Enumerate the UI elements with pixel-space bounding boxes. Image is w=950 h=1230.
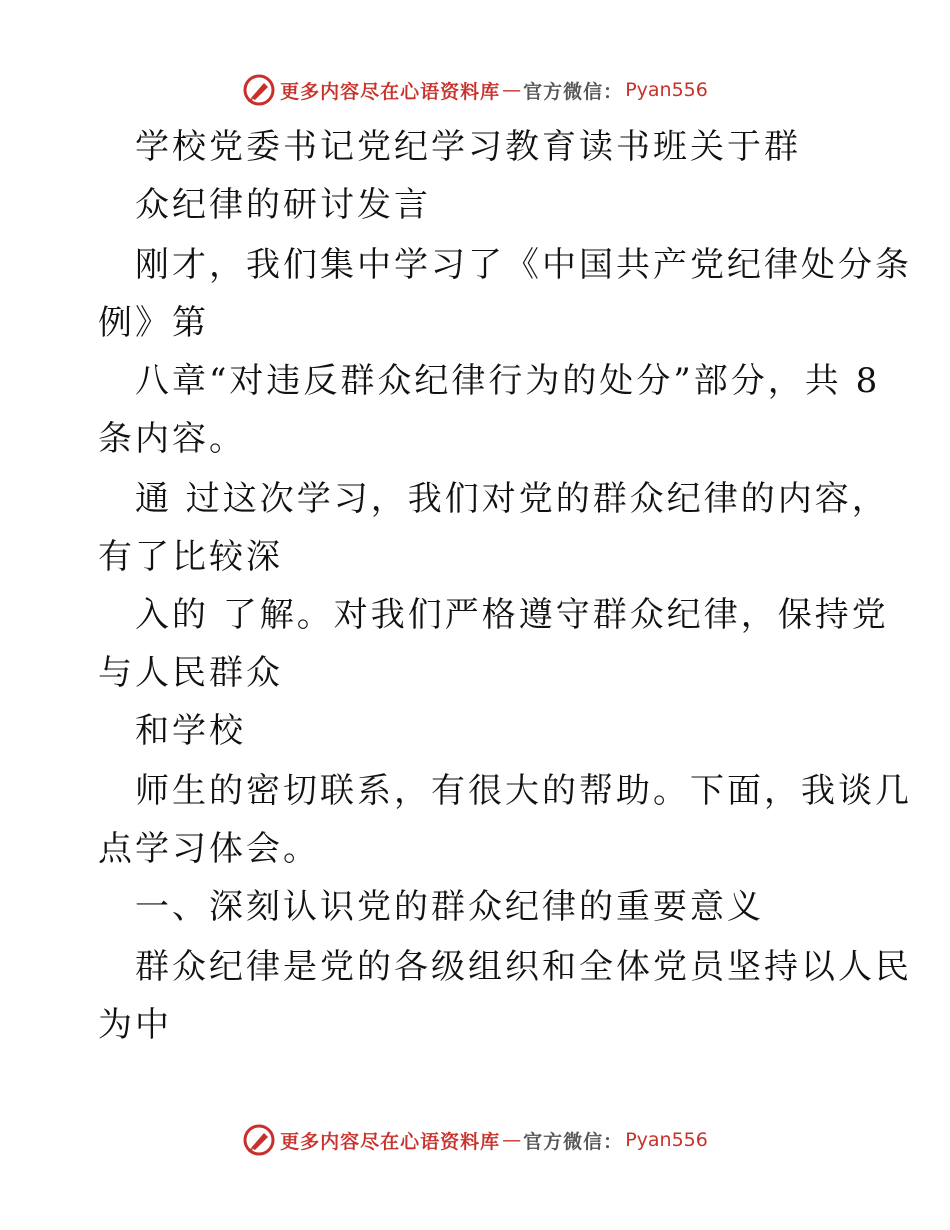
- pen-nib-logo-icon: [242, 73, 276, 107]
- paragraph-line: 条内容。: [98, 419, 246, 459]
- pen-nib-logo-icon: [242, 1123, 276, 1157]
- paragraph-line: 和学校: [135, 711, 246, 751]
- watermark-footer: [0, 1120, 950, 1160]
- doc-title-line-1: 学校党委书记党纪学习教育读书班关于群: [135, 127, 801, 167]
- watermark-label: 官方微信：: [523, 1130, 624, 1153]
- paragraph-line: 入的 了解。对我们严格遵守群众纪律，保持党: [135, 595, 889, 635]
- doc-title-line-2: 众纪律的研讨发言: [135, 185, 431, 225]
- paragraph-line: 八章“对违反群众纪律行为的处分”部分，共 8: [135, 361, 881, 401]
- watermark-label: 官方微信：: [523, 80, 624, 103]
- paragraph-line: 群众纪律是党的各级组织和全体党员坚持以人民: [135, 947, 912, 987]
- paragraph-line: 有了比较深: [98, 537, 283, 577]
- watermark-id: Pyan556: [625, 1129, 708, 1151]
- paragraph-line: 例》第: [98, 303, 209, 343]
- section-heading: 一、深刻认识党的群众纪律的重要意义: [135, 887, 764, 927]
- watermark-id: Pyan556: [625, 79, 708, 101]
- watermark-dash: —: [502, 79, 522, 101]
- paragraph-line: 刚才，我们集中学习了《中国共产党纪律处分条: [135, 245, 912, 285]
- watermark-header: [0, 70, 950, 110]
- watermark-dash: —: [502, 1129, 522, 1151]
- paragraph-line: 为中: [98, 1005, 172, 1045]
- paragraph-line: 通 过这次学习，我们对党的群众纪律的内容，: [135, 479, 889, 519]
- paragraph-line: 点学习体会。: [98, 829, 320, 869]
- watermark-brand-text: 更多内容尽在心语资料库: [280, 1130, 501, 1153]
- paragraph-line: 师生的密切联系，有很大的帮助。下面，我谈几: [135, 771, 912, 811]
- paragraph-line: 与人民群众: [98, 653, 283, 693]
- watermark-brand-text: 更多内容尽在心语资料库: [280, 80, 501, 103]
